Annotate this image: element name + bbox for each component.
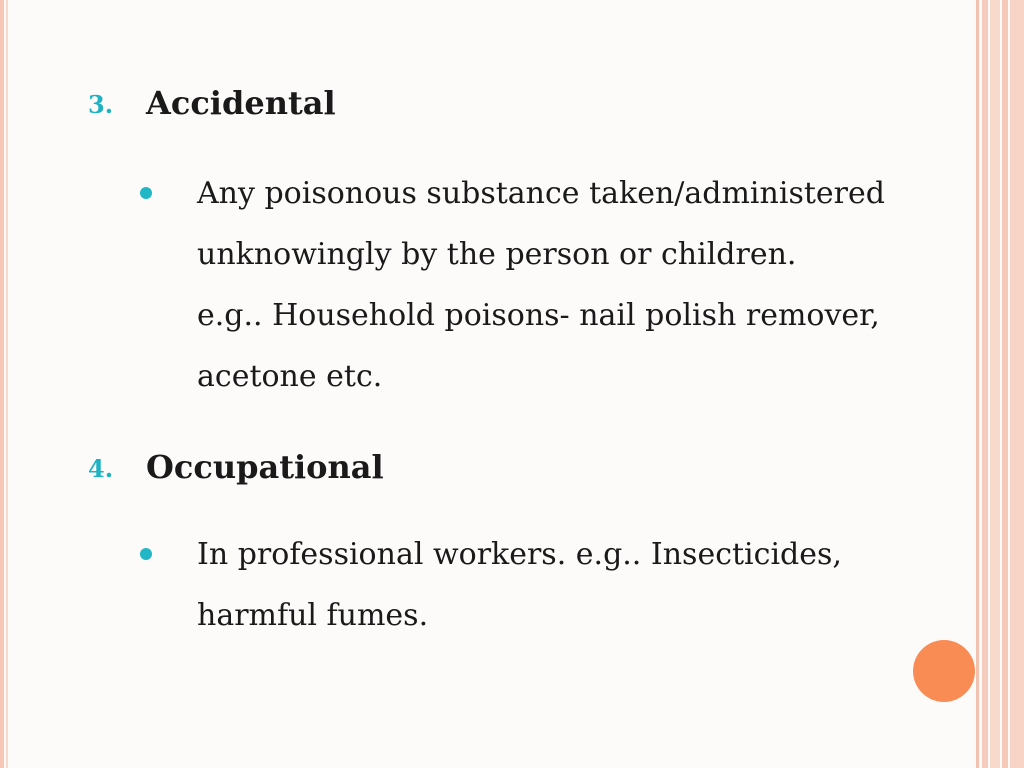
- bullet-text-line: harmful fumes.: [197, 598, 429, 633]
- right-border-decoration: [976, 0, 1024, 768]
- item-heading-occupational: Occupational: [146, 448, 384, 486]
- item-heading-accidental: Accidental: [146, 84, 336, 122]
- bullet-text-line: unknowingly by the person or children.: [197, 237, 797, 272]
- item-number: 4.: [88, 454, 114, 483]
- bullet-text-line: Any poisonous substance taken/administered: [197, 176, 885, 211]
- item-number: 3.: [88, 90, 114, 119]
- bullet-text-line: In professional workers. e.g.. Insecticides,: [197, 537, 842, 572]
- left-border-stripe: [0, 0, 4, 768]
- decorative-circle-icon: [913, 640, 975, 702]
- bullet-text-line: acetone etc.: [197, 359, 383, 394]
- bullet-icon: [140, 548, 152, 560]
- bullet-text-line: e.g.. Household poisons- nail polish remover,: [197, 298, 880, 333]
- left-border-stripe-thin: [6, 0, 8, 768]
- bullet-icon: [140, 187, 152, 199]
